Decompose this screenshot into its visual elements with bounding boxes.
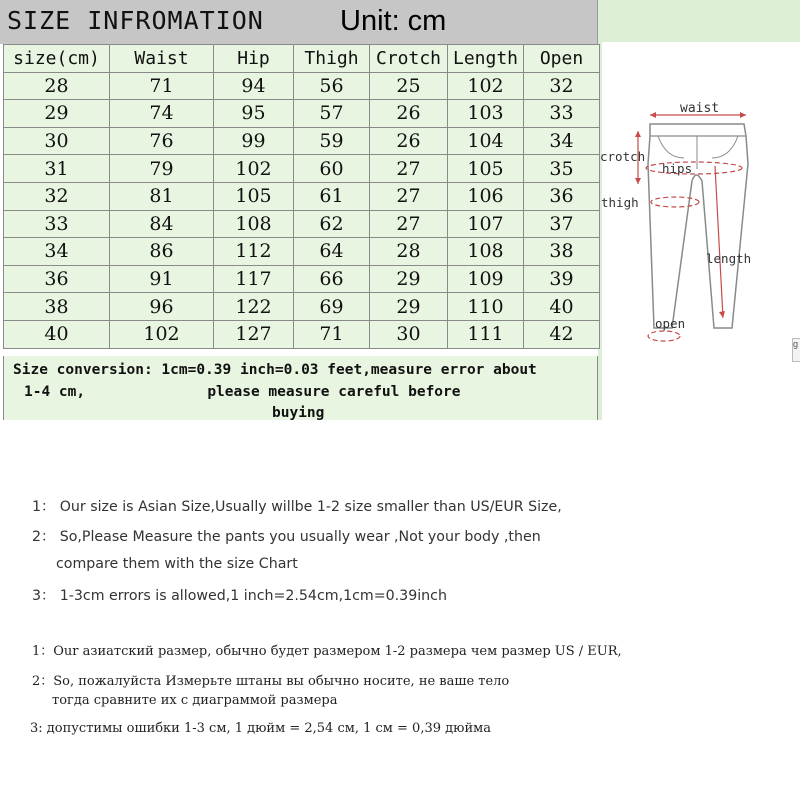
table-cell: 30 [4,127,110,155]
table-row [4,293,600,321]
pants-outline [648,124,748,328]
table-header-row [4,45,600,73]
label-open: open [655,316,686,331]
table-cell: 105 [214,182,294,210]
table-cell: 36 [524,182,600,210]
table-cell: 102 [448,72,524,100]
table-cell: 81 [110,182,214,210]
table-row [4,100,600,128]
table-cell: 33 [4,210,110,238]
table-cell: 104 [448,127,524,155]
table-body [4,72,600,348]
length-arrow-head [719,311,725,318]
length-arrow [715,166,723,318]
column-header: Length [448,45,524,73]
column-header: size(cm) [4,45,110,73]
table-cell: 79 [110,155,214,183]
column-header: Crotch [370,45,448,73]
table-cell: 62 [294,210,370,238]
crotch-arrow-head-top [635,131,641,137]
note-line: Size conversion: 1cm=0.39 inch=0.03 feet,measure error about [13,362,537,378]
table-cell: 94 [214,72,294,100]
waist-arrow-head-right [740,112,746,118]
table-cell: 96 [110,293,214,321]
table-cell: 95 [214,100,294,128]
table-cell: 91 [110,265,214,293]
table-cell: 34 [4,238,110,266]
table-cell: 29 [370,293,448,321]
size-table [3,44,600,349]
label-length: length [706,251,752,266]
table-cell: 35 [524,155,600,183]
table-cell: 56 [294,72,370,100]
table-cell: 36 [4,265,110,293]
table-cell: 27 [370,210,448,238]
table-cell: 29 [4,100,110,128]
size-conversion-note [3,356,598,420]
table-cell: 40 [4,320,110,348]
label-thigh: thigh [601,195,639,210]
table-cell: 27 [370,155,448,183]
table-cell: 42 [524,320,600,348]
table-cell: 38 [524,238,600,266]
instruction-ru: 1：Our азиатский размер, обычно будет размером 1-2 размера чем размер US / EUR, [32,644,622,659]
table-cell: 32 [4,182,110,210]
column-header: Waist [110,45,214,73]
table-cell: 31 [4,155,110,183]
pocket-left [658,136,684,158]
table-cell: 60 [294,155,370,183]
label-waist: waist [680,101,720,116]
crotch-arrow-head-bottom [635,178,641,184]
instruction-en: 1： Our size is Asian Size,Usually willbe 1-2 size smaller than US/EUR Size, [32,499,562,515]
instruction-en: 2： So,Please Measure the pants you usually wear ,Not your body ,then [32,529,541,545]
table-row [4,155,600,183]
label-hips: hips [662,161,693,176]
table-cell: 59 [294,127,370,155]
table-cell: 33 [524,100,600,128]
table-cell: 102 [214,155,294,183]
table-cell: 102 [110,320,214,348]
table-cell: 34 [524,127,600,155]
table-cell: 25 [370,72,448,100]
table-cell: 28 [370,238,448,266]
table-cell: 76 [110,127,214,155]
instruction-ru: 3: допустимы ошибки 1-3 см, 1 дюйм = 2,54 см, 1 см = 0,39 дюйма [30,721,491,736]
instruction-en: compare them with the size Chart [56,556,298,572]
table-cell: 108 [448,238,524,266]
table-row [4,320,600,348]
table-row [4,72,600,100]
unit-label: Unit: cm [340,5,447,37]
table-cell: 112 [214,238,294,266]
table-cell: 99 [214,127,294,155]
table-cell: 28 [4,72,110,100]
table-cell: 117 [214,265,294,293]
pocket-right [712,136,738,158]
table-cell: 26 [370,100,448,128]
table-cell: 122 [214,293,294,321]
title-bar [0,0,598,44]
table-cell: 57 [294,100,370,128]
table-cell: 64 [294,238,370,266]
label-crotch: crotch [600,149,646,164]
pants-measure-diagram [598,66,799,370]
table-cell: 30 [370,320,448,348]
table-cell: 38 [4,293,110,321]
side-tab-label: g [793,339,799,349]
instruction-ru: тогда сравните их с диаграммой размера [52,693,338,708]
table-cell: 109 [448,265,524,293]
note-line: 1-4 cm, please measure careful before [24,384,461,400]
column-header: Open [524,45,600,73]
table-cell: 61 [294,182,370,210]
table-cell: 26 [370,127,448,155]
table-cell: 74 [110,100,214,128]
open-loop [648,331,680,341]
table-cell: 27 [370,182,448,210]
table-row [4,265,600,293]
table-row [4,210,600,238]
waist-arrow-head-left [650,112,656,118]
table-row [4,182,600,210]
instruction-en: 3： 1-3cm errors is allowed,1 inch=2.54cm,1cm=0.39inch [32,588,447,604]
table-cell: 105 [448,155,524,183]
table-row [4,127,600,155]
chart-title: SIZE INFROMATION [7,6,264,35]
table-cell: 29 [370,265,448,293]
table-cell: 40 [524,293,600,321]
table-cell: 108 [214,210,294,238]
table-row [4,238,600,266]
table-cell: 69 [294,293,370,321]
table-cell: 39 [524,265,600,293]
header-strip [598,0,800,42]
instruction-ru: 2：So, пожалуйста Измерьте штаны вы обычно носите, не ваше тело [32,674,510,689]
table-cell: 127 [214,320,294,348]
table-cell: 37 [524,210,600,238]
table-cell: 107 [448,210,524,238]
table-cell: 32 [524,72,600,100]
column-header: Thigh [294,45,370,73]
hips-loop [646,162,742,174]
table-cell: 103 [448,100,524,128]
side-tab [792,338,800,362]
note-line: buying [272,405,325,421]
column-header: Hip [214,45,294,73]
table-cell: 111 [448,320,524,348]
table-cell: 71 [110,72,214,100]
table-cell: 84 [110,210,214,238]
table-cell: 106 [448,182,524,210]
table-cell: 66 [294,265,370,293]
table-cell: 86 [110,238,214,266]
table-cell: 71 [294,320,370,348]
thigh-loop [651,197,699,207]
table-cell: 110 [448,293,524,321]
